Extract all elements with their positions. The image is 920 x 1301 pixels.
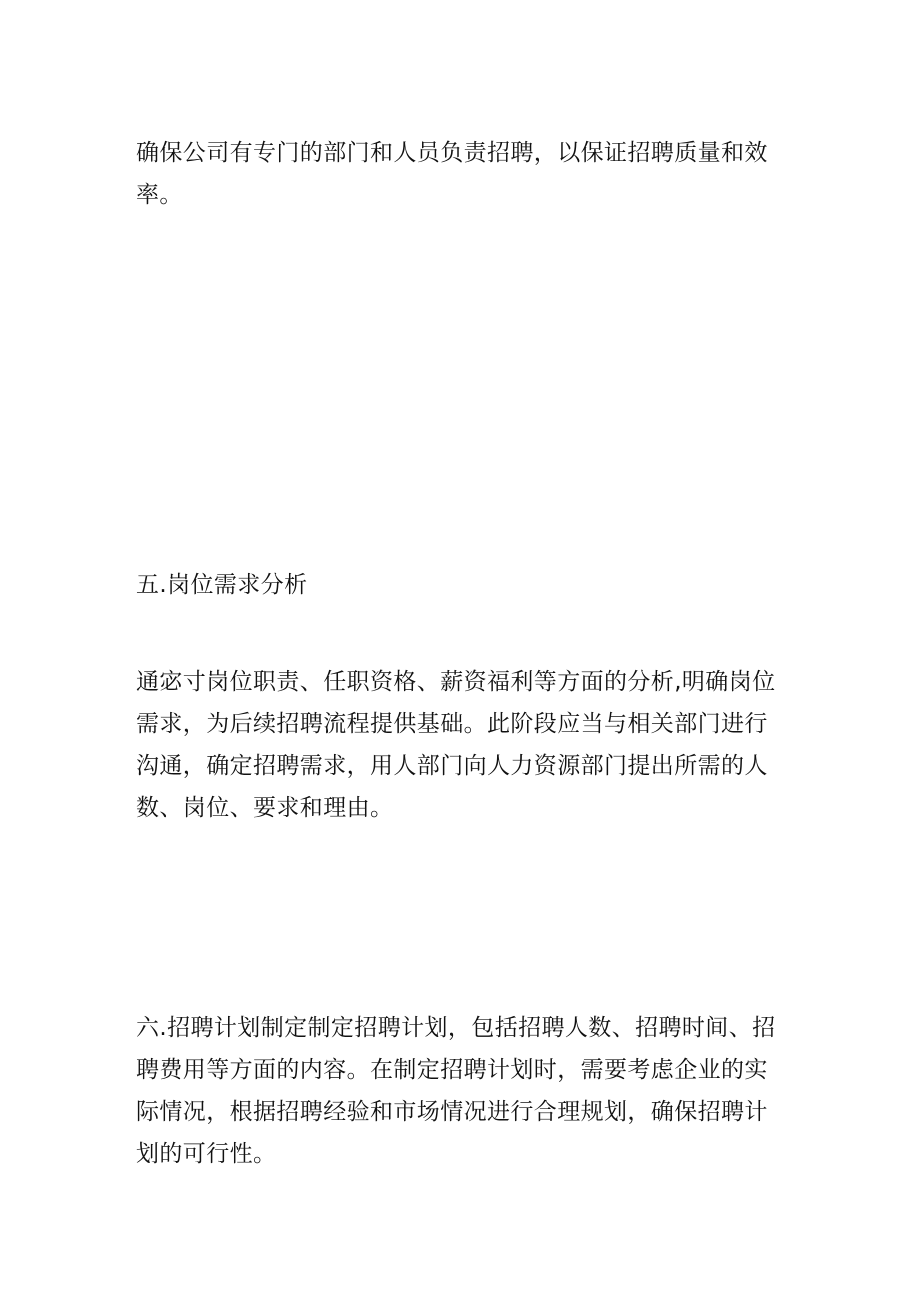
- heading-text: 五.岗位需求分析: [136, 572, 308, 598]
- text-line: 划的可行性。: [136, 1141, 277, 1167]
- text-line: 聘费用等方面的内容。在制定招聘计划时，需要考虑企业的实: [136, 1057, 768, 1083]
- section-five-paragraph: [136, 661, 776, 829]
- intro-paragraph: [136, 132, 776, 216]
- text-line: 确保公司有专门的部门和人员负责招聘，以保证招聘质量和效: [136, 140, 768, 166]
- text-line: 率。: [136, 182, 183, 208]
- text-line: 通宓寸岗位职责、任职资格、薪资福利等方面的分析,明确岗位: [136, 669, 776, 695]
- text-line: 沟通，确定招聘需求，用人部门向人力资源部门提出所需的人: [136, 753, 768, 779]
- text-line: 六.招聘计划制定制定招聘计划，包括招聘人数、招聘时间、招: [136, 1015, 776, 1041]
- text-line: 数、岗位、要求和理由。: [136, 795, 394, 821]
- text-line: 际情况，根据招聘经验和市场情况进行合理规划，确保招聘计: [136, 1099, 768, 1125]
- section-six-paragraph: [136, 1007, 776, 1175]
- section-five-heading: [136, 564, 776, 606]
- text-line: 需求，为后续招聘流程提供基础。此阶段应当与相关部门进行: [136, 711, 768, 737]
